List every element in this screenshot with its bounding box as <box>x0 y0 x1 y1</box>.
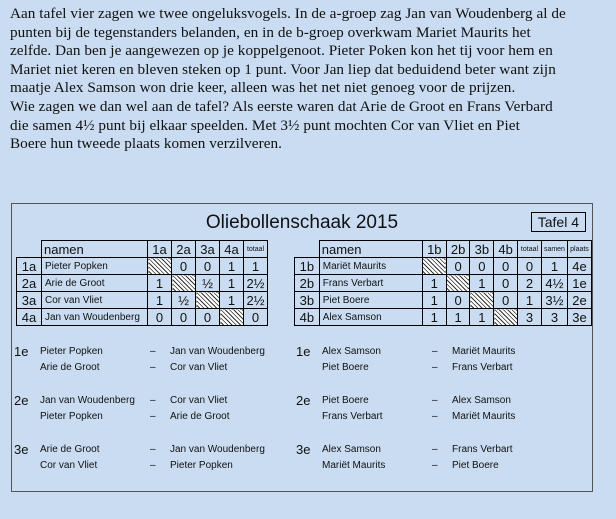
column-header <box>17 241 42 258</box>
pairing-black: Alex Samson <box>452 395 511 406</box>
pairing-dash: – <box>150 346 156 357</box>
score-cell: 1 <box>422 275 446 292</box>
score-cell: 1 <box>220 275 244 292</box>
total-cell: 2 <box>518 275 542 292</box>
player-name: Arie de Groot <box>42 275 148 292</box>
score-cell: 1 <box>470 309 494 326</box>
table-row <box>17 309 268 326</box>
pairing-black: Cor van Vliet <box>170 395 228 406</box>
total-cell: 0 <box>518 258 542 275</box>
player-name: Piet Boere <box>319 292 422 309</box>
pairing-white: Frans Verbart <box>322 411 383 422</box>
column-header: samen <box>541 241 567 258</box>
column-header: 3a <box>196 241 220 258</box>
player-id: 3b <box>295 292 320 309</box>
table-row <box>295 309 592 326</box>
round-label: 1e <box>14 344 29 359</box>
pairing-white: Cor van Vliet <box>40 460 98 471</box>
player-name: Mariët Maurits <box>319 258 422 275</box>
score-cell: 1 <box>422 309 446 326</box>
player-id: 2b <box>295 275 320 292</box>
round-label: 3e <box>296 442 311 457</box>
score-cell: 1 <box>220 292 244 309</box>
total-cell: 1 <box>518 292 542 309</box>
column-header: 2b <box>446 241 470 258</box>
story-line: Mariet niet keren en bleven steken op 1 punt. Voor Jan liep dat beduidend beter want zijn <box>10 60 556 78</box>
pairing-black: Jan van Woudenberg <box>170 444 265 455</box>
round-label: 2e <box>296 393 311 408</box>
score-cell: 0 <box>196 309 220 326</box>
pairing-dash: – <box>432 346 438 357</box>
player-name: Cor van Vliet <box>42 292 148 309</box>
score-cell <box>196 292 220 309</box>
pairing-black: Cor van Vliet <box>170 362 228 373</box>
score-cell: 0 <box>494 258 518 275</box>
pairing-black: Jan van Woudenberg <box>170 346 265 357</box>
story-line: maatje Alex Samson won drie keer, alleen was het net niet genoeg voor de prijzen. <box>10 79 516 97</box>
pairing-white: Alex Samson <box>322 346 381 357</box>
column-header: 1a <box>148 241 172 258</box>
player-name: Frans Verbart <box>319 275 422 292</box>
pairing-white: Mariët Maurits <box>322 460 386 471</box>
pairing-white: Jan van Woudenberg <box>40 395 135 406</box>
column-header: totaal <box>518 241 542 258</box>
combined-score-cell: 3½ <box>541 292 567 309</box>
b-group-table <box>294 240 592 326</box>
column-header: 3b <box>470 241 494 258</box>
table-row <box>295 258 592 275</box>
score-cell <box>446 275 470 292</box>
table-row <box>17 258 268 275</box>
column-header: 4a <box>220 241 244 258</box>
score-cell: ½ <box>196 275 220 292</box>
player-name: Jan van Woudenberg <box>42 309 148 326</box>
score-sheet <box>11 203 593 492</box>
table-number-badge: Tafel 4 <box>531 212 586 232</box>
story-line: Wie zagen we dan wel aan de tafel? Als eerste waren dat Arie de Groot en Frans Verbard <box>10 97 553 115</box>
player-id: 4b <box>295 309 320 326</box>
score-cell: 0 <box>172 258 196 275</box>
place-cell: 4e <box>567 258 591 275</box>
score-cell <box>422 258 446 275</box>
player-name: Pieter Popken <box>42 258 148 275</box>
pairing-black: Frans Verbart <box>452 444 513 455</box>
table-row <box>17 292 268 309</box>
pairing-dash: – <box>150 395 156 406</box>
score-cell <box>470 292 494 309</box>
score-cell <box>220 309 244 326</box>
score-cell: 1 <box>470 275 494 292</box>
pairing-dash: – <box>432 411 438 422</box>
pairing-black: Pieter Popken <box>170 460 233 471</box>
story-line: punten bij de tegenstanders belanden, en in de b-groep overkwam Mariet Maurits het <box>10 23 531 41</box>
combined-score-cell: 1 <box>541 258 567 275</box>
pairing-dash: – <box>432 395 438 406</box>
total-cell: 0 <box>244 309 268 326</box>
place-cell: 1e <box>567 275 591 292</box>
sheet-title: Oliebollenschaak 2015 <box>205 212 399 233</box>
pairing-white: Piet Boere <box>322 395 369 406</box>
score-cell: 0 <box>148 309 172 326</box>
total-cell: 1 <box>244 258 268 275</box>
score-cell: 1 <box>148 292 172 309</box>
score-cell: 0 <box>470 258 494 275</box>
story-line: die samen 4½ punt bij elkaar speelden. Met 3½ punt mochten Cor van Vliet en Piet <box>10 116 520 134</box>
story-line: Boere hun tweede plaats komen verzilveren. <box>10 135 282 153</box>
place-cell: 2e <box>567 292 591 309</box>
column-header: plaats <box>567 241 591 258</box>
column-header-names: namen <box>42 241 148 258</box>
pairing-dash: – <box>432 444 438 455</box>
pairing-dash: – <box>150 362 156 373</box>
table-row <box>295 292 592 309</box>
player-name: Alex Samson <box>319 309 422 326</box>
score-cell: 0 <box>172 309 196 326</box>
round-label: 2e <box>14 393 29 408</box>
pairing-dash: – <box>432 362 438 373</box>
score-cell: 1 <box>220 258 244 275</box>
pairing-black: Arie de Groot <box>170 411 230 422</box>
total-cell: 3 <box>518 309 542 326</box>
column-header <box>295 241 320 258</box>
score-cell: 0 <box>494 275 518 292</box>
pairing-dash: – <box>432 460 438 471</box>
pairing-black: Frans Verbart <box>452 362 513 373</box>
combined-score-cell: 4½ <box>541 275 567 292</box>
pairing-black: Mariët Maurits <box>452 346 516 357</box>
pairing-dash: – <box>150 411 156 422</box>
player-id: 1a <box>17 258 42 275</box>
score-cell: 1 <box>422 292 446 309</box>
score-cell: 0 <box>494 292 518 309</box>
pairing-white: Pieter Popken <box>40 346 103 357</box>
score-cell: ½ <box>172 292 196 309</box>
total-cell: 2½ <box>244 292 268 309</box>
player-id: 4a <box>17 309 42 326</box>
column-header: 1b <box>422 241 446 258</box>
player-id: 1b <box>295 258 320 275</box>
score-cell: 0 <box>446 258 470 275</box>
pairing-dash: – <box>150 460 156 471</box>
story-line: Aan tafel vier zagen we twee ongeluksvogels. In de a-groep zag Jan van Woudenberg al de <box>10 5 566 22</box>
score-cell: 1 <box>148 275 172 292</box>
pairing-dash: – <box>150 444 156 455</box>
player-id: 2a <box>17 275 42 292</box>
pairing-white: Pieter Popken <box>40 411 103 422</box>
combined-score-cell: 3 <box>541 309 567 326</box>
column-header: 4b <box>494 241 518 258</box>
score-cell: 0 <box>196 258 220 275</box>
pairing-black: Mariët Maurits <box>452 411 516 422</box>
column-header-names: namen <box>319 241 422 258</box>
score-cell <box>148 258 172 275</box>
pairing-white: Arie de Groot <box>40 444 100 455</box>
column-header: 2a <box>172 241 196 258</box>
score-cell <box>172 275 196 292</box>
score-cell: 0 <box>446 292 470 309</box>
round-label: 3e <box>14 442 29 457</box>
round-label: 1e <box>296 344 311 359</box>
score-cell: 1 <box>446 309 470 326</box>
table-row <box>17 275 268 292</box>
story-text <box>10 5 608 154</box>
pairing-white: Alex Samson <box>322 444 381 455</box>
story-line: zelfde. Dan ben je aangewezen op je koppelgenoot. Pieter Poken kon het tij voor hem en <box>10 42 553 60</box>
a-group-table <box>16 240 268 326</box>
score-cell <box>494 309 518 326</box>
total-cell: 2½ <box>244 275 268 292</box>
pairing-white: Piet Boere <box>322 362 369 373</box>
pairing-white: Arie de Groot <box>40 362 100 373</box>
column-header: totaal <box>244 241 268 258</box>
table-row <box>295 275 592 292</box>
place-cell: 3e <box>567 309 591 326</box>
pairing-black: Piet Boere <box>452 460 499 471</box>
player-id: 3a <box>17 292 42 309</box>
